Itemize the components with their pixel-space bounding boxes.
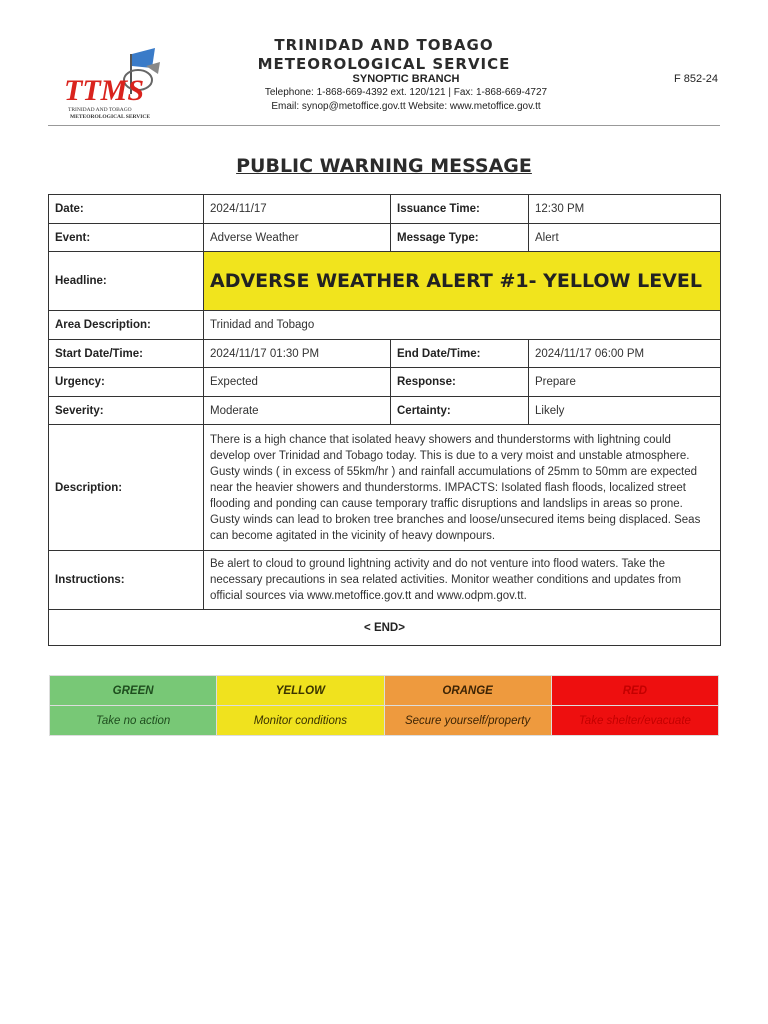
- row-urgency: [49, 368, 721, 397]
- legend-action-row: [50, 706, 719, 736]
- legend-yellow-action: Monitor conditions: [217, 706, 384, 736]
- row-dates: [49, 340, 721, 368]
- row-event: [49, 224, 721, 252]
- severity-label: Severity:: [49, 397, 204, 425]
- legend-red-name: RED: [551, 676, 718, 706]
- logo-wordmark: TTMS: [64, 74, 145, 107]
- message-type-label: Message Type:: [391, 224, 529, 252]
- row-date: [49, 195, 721, 224]
- legend-orange-name: ORANGE: [384, 676, 551, 706]
- warning-table: [48, 194, 721, 646]
- headline-cell: [204, 252, 721, 311]
- legend-yellow-name: YELLOW: [217, 676, 384, 706]
- message-type-value: Alert: [529, 224, 721, 252]
- area-value: Trinidad and Tobago: [204, 311, 721, 340]
- instructions-label: Instructions:: [49, 551, 204, 610]
- event-value: Adverse Weather: [204, 224, 391, 252]
- event-label: Event:: [49, 224, 204, 252]
- org-name-line1: TRINIDAD AND TOBAGO: [274, 36, 494, 54]
- header-divider: [48, 125, 720, 126]
- description-text: There is a high chance that isolated heavy showers and thunderstorms with lightning could develop over Trinidad and Tobago today. This is due to a very moist and unstable atmosphere. Gusty winds ( in excess of 55km/hr ) and rainfall accumulations of 25mm to 50mm are expected near the heavier showers and thunderstorms. IMPACTS: Isolated flash floods, localized street flooding and ponding can cause temporary traffic disruptions and landslips in areas so prone. Gusty winds can lead to broken tree branches and loose/unsecured items being displaced. Seas can become agitated in the vicinity of heavy downpours.: [204, 425, 721, 551]
- page-title: PUBLIC WARNING MESSAGE: [236, 155, 532, 177]
- contact-email-web: Email: synop@metoffice.gov.tt Website: www.metoffice.gov.tt: [271, 101, 541, 112]
- branch-name: SYNOPTIC BRANCH: [352, 73, 460, 85]
- headline-label: Headline:: [49, 252, 204, 311]
- certainty-value: Likely: [529, 397, 721, 425]
- legend-green-name: GREEN: [50, 676, 217, 706]
- response-label: Response:: [391, 368, 529, 397]
- end-marker: < END>: [49, 610, 721, 646]
- row-headline: [49, 252, 721, 311]
- start-value: 2024/11/17 01:30 PM: [204, 340, 391, 368]
- legend-level-row: [50, 676, 719, 706]
- description-label: Description:: [49, 425, 204, 551]
- contact-phone-fax: Telephone: 1-868-669-4392 ext. 120/121 | Fax: 1-868-669-4727: [264, 87, 548, 98]
- issuance-time-value: 12:30 PM: [529, 195, 721, 224]
- instructions-text: Be alert to cloud to ground lightning activity and do not venture into flood waters. Take the necessary precautions in sea related activities. Monitor weather conditions and updates from official sources via www.metoffice.gov.tt and www.odpm.gov.tt.: [204, 551, 721, 610]
- row-area: [49, 311, 721, 340]
- date-label: Date:: [49, 195, 204, 224]
- end-value: 2024/11/17 06:00 PM: [529, 340, 721, 368]
- date-value: 2024/11/17: [204, 195, 391, 224]
- row-description: [49, 425, 721, 551]
- certainty-label: Certainty:: [391, 397, 529, 425]
- document-header: [0, 0, 768, 128]
- alert-level-legend: [49, 675, 719, 736]
- row-severity: [49, 397, 721, 425]
- headline-text: ADVERSE WEATHER ALERT #1- YELLOW LEVEL: [210, 270, 702, 292]
- form-number: F 852-24: [673, 73, 718, 85]
- row-end: [49, 610, 721, 646]
- urgency-value: Expected: [204, 368, 391, 397]
- start-label: Start Date/Time:: [49, 340, 204, 368]
- row-instructions: [49, 551, 721, 610]
- issuance-time-label: Issuance Time:: [391, 195, 529, 224]
- response-value: Prepare: [529, 368, 721, 397]
- urgency-label: Urgency:: [49, 368, 204, 397]
- severity-value: Moderate: [204, 397, 391, 425]
- legend-green-action: Take no action: [50, 706, 217, 736]
- end-label: End Date/Time:: [391, 340, 529, 368]
- area-label: Area Description:: [49, 311, 204, 340]
- org-name-line2: METEOROLOGICAL SERVICE: [257, 55, 511, 73]
- legend-red-action: Take shelter/evacuate: [551, 706, 718, 736]
- logo-caption-service: METEOROLOGICAL SERVICE: [70, 114, 151, 120]
- legend-orange-action: Secure yourself/property: [384, 706, 551, 736]
- logo-caption-country: TRINIDAD AND TOBAGO: [68, 107, 132, 113]
